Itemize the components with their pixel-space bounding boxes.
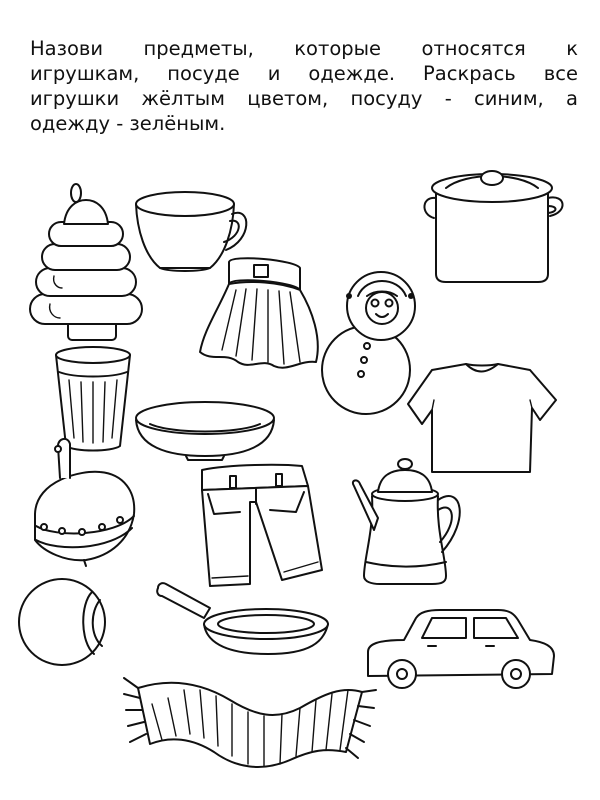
glass-icon [56,347,130,451]
instruction-line: игрушки жёлтым цветом, посуду - синим, а [30,87,578,110]
cup-icon [136,192,246,271]
shorts-icon [202,465,322,586]
scarf-icon [124,678,376,767]
skirt-icon [200,258,318,367]
tumbler-doll-icon [322,272,415,414]
toy-car-icon [368,610,554,688]
pot-icon [424,171,562,282]
bowl-icon [136,402,274,460]
pyramid-icon [30,184,142,340]
t-shirt-icon [408,364,556,472]
spinning-top-icon [35,439,134,566]
frying-pan-icon [157,583,328,654]
teapot-icon [353,459,460,584]
instruction-line: игрушкам, посуде и одежде. Раскрась все [30,62,578,85]
ball-icon [19,579,105,665]
instruction-line: одежду - зелёным. [30,112,226,135]
instruction-line: Назови предметы, которые относятся к [30,37,578,60]
